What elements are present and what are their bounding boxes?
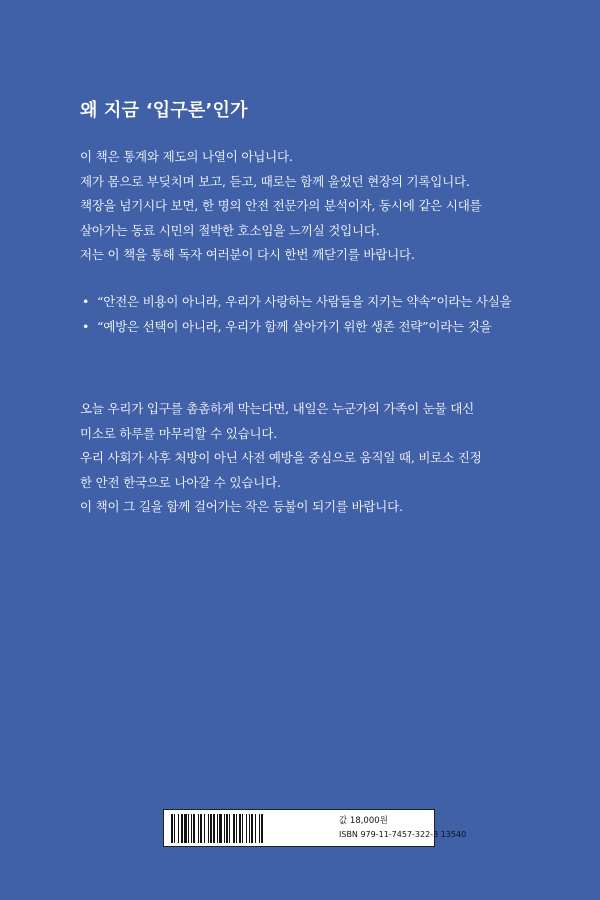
outro-line: 우리 사회가 사후 처방이 아닌 사전 예방을 중심으로 움직일 때, 비로소 진정 [80,450,482,465]
section-heading: 왜 지금 ‘입구론’인가 [80,100,248,121]
barcode-bar [233,814,235,843]
barcode-bar [224,814,225,843]
barcode-icon [169,814,329,843]
barcode-bar [188,814,189,843]
barcode-bar [191,814,192,843]
barcode-bar [239,814,241,843]
barcode-bar [246,814,247,843]
barcode-bar [219,814,222,843]
intro-paragraph [80,145,530,268]
barcode-bar [255,814,256,843]
barcode-bar [181,814,183,843]
barcode-bar [171,814,173,843]
barcode-bar [261,814,263,843]
bullet-item [80,315,540,340]
barcode-bar [193,814,195,843]
barcode-bar [249,814,250,843]
bullet-dot-icon: • [82,318,90,334]
bullet-item [80,290,540,315]
intro-line: 책장을 넘기시다 보면, 한 명의 안전 전문가의 분석이자, 동시에 같은 시대를 [80,198,482,213]
outro-line: 한 안전 한국으로 나아갈 수 있습니다. [80,474,281,490]
barcode-bar [178,814,179,843]
bullet-text: “안전은 비용이 아니라, 우리가 사랑하는 사람들을 지키는 약속”이라는 사실을 [97,294,512,309]
bullet-dot-icon: • [82,294,90,309]
outro-line: 이 책이 그 길을 함께 걸어가는 작은 등불이 되기를 바랍니다. [80,499,403,514]
intro-line: 제가 몸으로 부딪치며 보고, 듣고, 때로는 함께 울었던 현장의 기록입니다. [80,173,470,189]
barcode-bar [236,814,237,843]
barcode-bar [198,814,199,843]
bullet-text: “예방은 선택이 아니라, 우리가 함께 살아가기 위한 생존 전략”이라는 것을 [97,318,492,334]
barcode-bar [208,814,209,843]
barcode-bar [217,814,218,843]
bullet-list [80,290,540,339]
barcode-bar [213,814,215,843]
barcode-panel [163,809,467,847]
barcode-bar [210,814,212,843]
outro-line: 미소로 하루를 마무리할 수 있습니다. [80,425,277,441]
barcode-bar [174,814,175,843]
barcode-bar [226,814,228,843]
intro-line: 살아가는 동료 시민의 절박한 호소임을 느끼실 것입니다. [80,222,380,238]
outro-paragraph [80,397,530,520]
intro-line: 이 책은 통계와 제도의 나열이 아닙니다. [80,149,293,164]
barcode-bar [251,814,253,843]
barcode-bar [204,814,205,843]
barcode-bar [242,814,243,843]
barcode-bar [229,814,230,843]
outro-line: 오늘 우리가 입구를 촘촘하게 막는다면, 내일은 누군가의 가족이 눈물 대신 [80,401,474,416]
price-label: 값 18,000원 [339,816,388,826]
isbn-label: ISBN 979-11-7457-322-3 13540 [339,830,467,839]
barcode-bar [259,814,260,843]
intro-line: 저는 이 책을 통해 독자 여러분이 다시 한번 깨닫기를 바랍니다. [80,247,415,262]
barcode-bar [184,814,187,843]
barcode-bar [200,814,202,843]
